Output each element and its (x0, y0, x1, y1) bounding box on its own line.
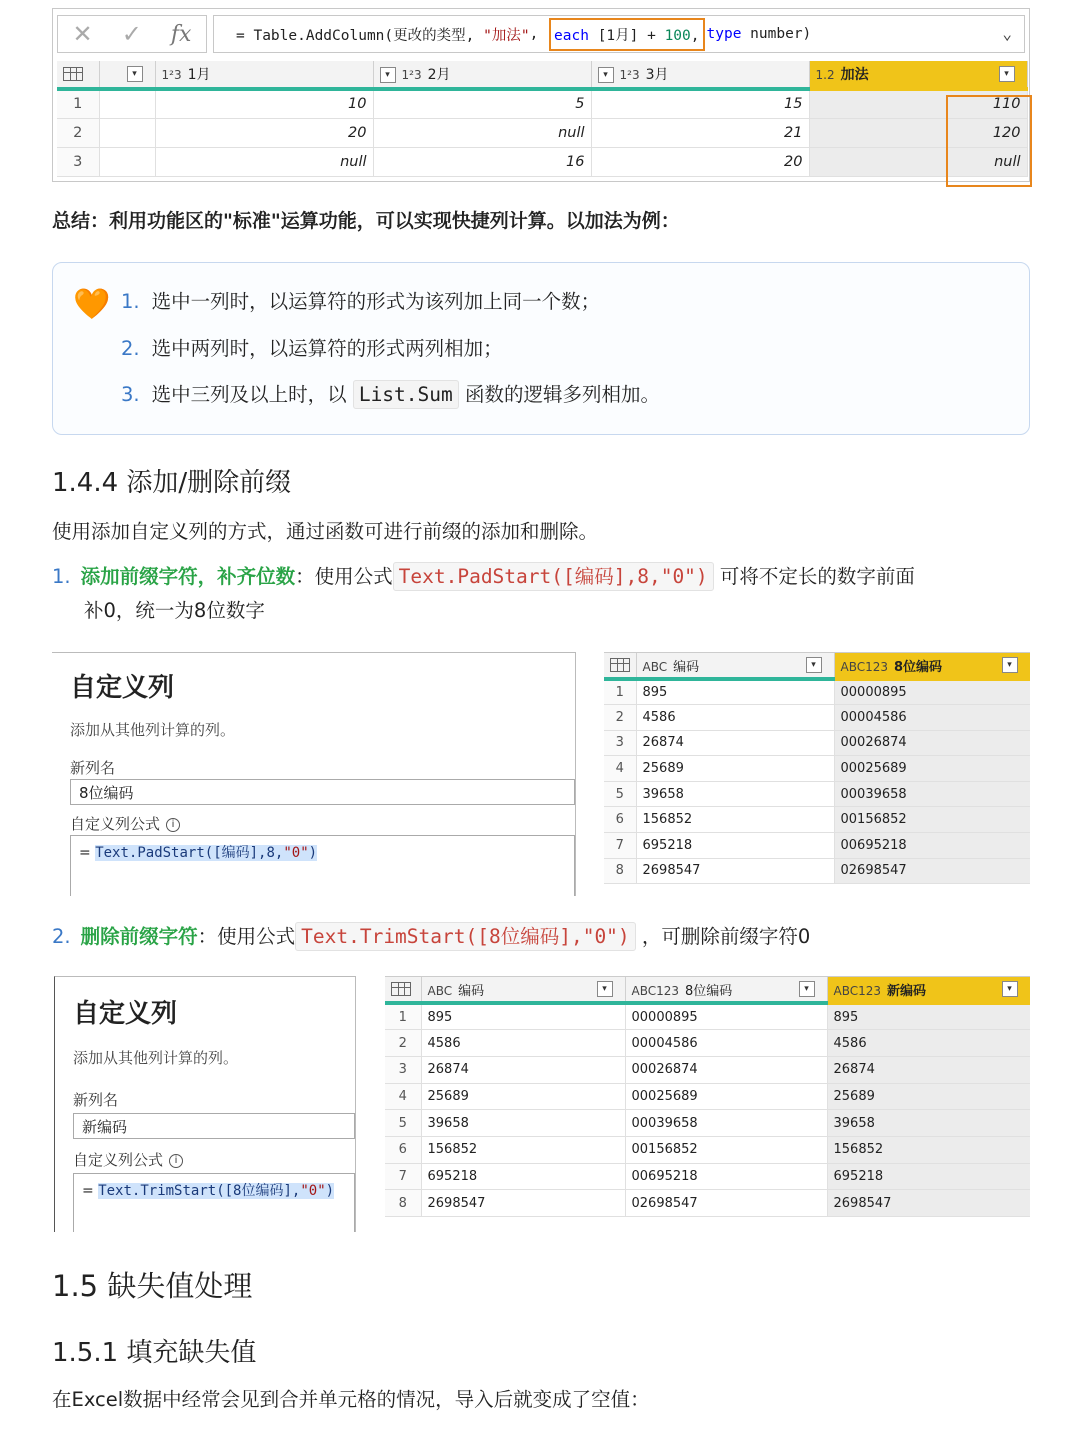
commit-icon[interactable]: ✓ (121, 20, 142, 48)
table-icon (63, 67, 83, 81)
info-icon[interactable]: i (166, 818, 180, 832)
table-cell: 156852 (421, 1136, 625, 1163)
list-number: 2. (52, 925, 71, 948)
formula-expr: [1月] + (588, 27, 665, 44)
row-number: 6 (385, 1136, 421, 1163)
inline-code: Text.TrimStart([8位编码],"0") (295, 922, 636, 951)
table-cell: 00026874 (625, 1056, 827, 1083)
table-cell (99, 147, 155, 176)
list-text-continued: 补0，统一为8位数字 (84, 599, 265, 622)
any-type-icon[interactable]: ABC123 (631, 983, 680, 998)
fx-icon[interactable]: fx (170, 21, 192, 47)
bold-label: 添加前缀字符，补齐位数 (80, 565, 296, 588)
table-row (385, 1163, 1030, 1190)
formula-eq: = (79, 845, 91, 861)
table-row (385, 1056, 1030, 1083)
custom-formula-editor[interactable] (70, 835, 575, 896)
filter-dropdown-icon[interactable]: ▾ (799, 981, 815, 997)
section-heading-1-5: 1.5 缺失值处理 (52, 1269, 253, 1303)
formula-label-text: 自定义列公式 (70, 815, 161, 833)
table-cell: 00004586 (834, 705, 1030, 731)
table-cell: 00026874 (834, 730, 1030, 756)
list-item (121, 285, 660, 332)
table-row (604, 833, 1030, 859)
column-name: 新编码 (887, 983, 927, 999)
table-cell: 39658 (421, 1110, 625, 1137)
formula-comma: , (690, 27, 700, 44)
formula-prefix: = Table.AddColumn(更改的类型, (236, 27, 484, 44)
row-number: 4 (385, 1083, 421, 1110)
formula-number: 100 (664, 27, 691, 44)
table-row (604, 781, 1030, 807)
top-data-grid (57, 61, 1028, 177)
formula-str: "0" (283, 845, 309, 861)
column-header-code[interactable] (421, 977, 625, 1003)
table-cell: 21 (591, 118, 809, 147)
column-header-new-code[interactable] (827, 977, 1030, 1003)
table-cell: null (809, 147, 1027, 176)
table-row (57, 147, 1027, 176)
table-cell: 695218 (636, 833, 834, 859)
list-text: 选中一列时，以运算符的形式为该列加上同一个数； (151, 290, 601, 313)
column-header-4[interactable] (809, 61, 1027, 89)
table-cell: 00695218 (625, 1163, 827, 1190)
filter-dropdown-icon[interactable]: ▾ (999, 66, 1015, 82)
column-name: 8位编码 (894, 659, 943, 675)
filter-dropdown-icon[interactable]: ▾ (1002, 981, 1018, 997)
inline-code: Text.PadStart([编码],8,"0") (393, 562, 714, 591)
table-cell: 695218 (827, 1163, 1030, 1190)
table-cell: 39658 (636, 781, 834, 807)
tip-callout (52, 262, 1030, 435)
table-cell: 156852 (636, 807, 834, 833)
table-row (604, 679, 1030, 705)
table-row (385, 1003, 1030, 1030)
column-header-1[interactable] (155, 61, 373, 89)
filter-dropdown-icon[interactable]: ▾ (597, 981, 613, 997)
table-cell: 4586 (421, 1030, 625, 1057)
custom-column-dialog-2 (54, 976, 356, 1232)
column-name: 2月 (427, 67, 451, 83)
table-cell: 4586 (827, 1030, 1030, 1057)
formula-bar-buttons (57, 15, 207, 53)
table-cell: 25689 (421, 1083, 625, 1110)
filter-dropdown-icon[interactable]: ▾ (598, 67, 614, 83)
formula-label (70, 813, 180, 834)
column-header[interactable] (99, 61, 155, 89)
list-number: 1. (121, 290, 140, 313)
list-number: 1. (52, 565, 71, 588)
table-row (604, 858, 1030, 884)
table-cell: null (155, 147, 373, 176)
formula-type: type (706, 26, 742, 42)
table-cell: 00000895 (625, 1003, 827, 1030)
new-column-name-input[interactable]: 新编码 (73, 1113, 355, 1139)
custom-column-dialog (52, 652, 576, 896)
expand-formula-icon[interactable]: ⌄ (1002, 24, 1012, 43)
table-cell: 16 (373, 147, 591, 176)
row-number: 3 (385, 1056, 421, 1083)
table-row (604, 756, 1030, 782)
table-cell: 00695218 (834, 833, 1030, 859)
row-number: 5 (604, 781, 636, 807)
table-cell: 25689 (636, 756, 834, 782)
row-number: 7 (604, 833, 636, 859)
list-text: ，可删除前缀字符0 (641, 925, 811, 948)
row-number: 4 (604, 756, 636, 782)
list-item (121, 332, 660, 379)
formula-column-name: "加法" (483, 27, 530, 44)
formula-input[interactable] (213, 15, 1025, 53)
formula-label-text: 自定义列公式 (73, 1151, 164, 1169)
table-row (385, 1136, 1030, 1163)
table-cell: 39658 (827, 1110, 1030, 1137)
row-number: 2 (385, 1030, 421, 1057)
summary-text: 总结：利用功能区的"标准"运算功能，可以实现快捷列计算。以加法为例： (52, 210, 680, 232)
row-number: 2 (57, 118, 99, 147)
table-menu[interactable] (604, 653, 636, 679)
table-cell: 20 (591, 147, 809, 176)
column-name: 1月 (187, 67, 211, 83)
table-cell: 156852 (827, 1136, 1030, 1163)
table-cell: 110 (809, 89, 1027, 118)
result-table-1 (604, 653, 1030, 884)
dialog-title: 自定义列 (73, 999, 178, 1029)
table-row (604, 807, 1030, 833)
list-item-remove-prefix (52, 920, 1032, 954)
table-cell: 2698547 (636, 858, 834, 884)
list-number: 2. (121, 336, 140, 360)
column-header-2[interactable] (373, 61, 591, 89)
list-text: 选中两列时，以运算符的形式两列相加； (151, 336, 503, 360)
text-type-icon[interactable]: ABC (642, 659, 668, 674)
formula-eq: = (82, 1183, 94, 1199)
column-name: 编码 (458, 983, 485, 999)
table-cell: 2698547 (827, 1190, 1030, 1217)
column-header-8digit[interactable] (625, 977, 827, 1003)
list-text: ：使用公式 (295, 565, 393, 588)
row-number: 7 (385, 1163, 421, 1190)
table-row (57, 118, 1027, 147)
table-cell: 00025689 (625, 1083, 827, 1110)
section-heading-1-4-4: 1.4.4 添加/删除前缀 (52, 468, 292, 498)
table-cell: 26874 (636, 730, 834, 756)
table-menu[interactable] (385, 977, 421, 1003)
callout-list (121, 285, 660, 425)
table-cell: 4586 (636, 705, 834, 731)
any-type-icon[interactable]: ABC123 (833, 983, 882, 998)
formula-str: "0" (300, 1183, 326, 1199)
table-cell: 10 (155, 89, 373, 118)
new-column-name-input[interactable]: 8位编码 (70, 779, 575, 805)
filter-dropdown-icon[interactable]: ▾ (380, 67, 396, 83)
table-cell: 895 (421, 1003, 625, 1030)
table-cell: 26874 (421, 1056, 625, 1083)
formula-suffix: number) (741, 26, 812, 42)
new-column-name-label: 新列名 (73, 1091, 119, 1109)
column-header-3[interactable] (591, 61, 809, 89)
table-row (385, 1190, 1030, 1217)
row-number: 8 (604, 858, 636, 884)
table-cell: 02698547 (625, 1190, 827, 1217)
row-number: 1 (57, 89, 99, 118)
section-intro: 使用添加自定义列的方式，通过函数可进行前缀的添加和删除。 (52, 520, 599, 543)
dialog-description: 添加从其他列计算的列。 (70, 721, 236, 739)
number-type-icon[interactable]: 1²3 (401, 68, 422, 82)
row-number: 5 (385, 1110, 421, 1137)
table-row (604, 705, 1030, 731)
filter-dropdown-icon[interactable]: ▾ (1002, 657, 1018, 673)
table-cell: 00039658 (625, 1110, 827, 1137)
row-number: 2 (604, 705, 636, 731)
list-number: 3. (121, 383, 140, 406)
table-cell: 120 (809, 118, 1027, 147)
table-cell: 20 (155, 118, 373, 147)
column-header-code[interactable] (636, 653, 834, 679)
table-cell (99, 118, 155, 147)
result-table-2 (385, 977, 1030, 1217)
table-cell: 00156852 (834, 807, 1030, 833)
table-cell: 25689 (827, 1083, 1030, 1110)
row-number: 6 (604, 807, 636, 833)
formula-end: ) (308, 845, 318, 861)
custom-formula-editor[interactable] (73, 1173, 355, 1232)
table-cell (99, 89, 155, 118)
number-type-icon[interactable]: 1²3 (161, 68, 182, 82)
table-cell: 5 (373, 89, 591, 118)
table-cell: 00025689 (834, 756, 1030, 782)
table-cell: 26874 (827, 1056, 1030, 1083)
row-number: 1 (385, 1003, 421, 1030)
table-icon (610, 658, 630, 672)
new-column-name-label: 新列名 (70, 759, 116, 777)
orange-heart-icon: 🧡 (73, 287, 111, 322)
table-menu[interactable] (57, 61, 99, 89)
section-heading-1-5-1: 1.5.1 填充缺失值 (52, 1338, 257, 1368)
table-row (57, 89, 1027, 118)
filter-dropdown-icon[interactable]: ▾ (806, 657, 822, 673)
table-row (604, 730, 1030, 756)
table-row (385, 1110, 1030, 1137)
row-number: 1 (604, 679, 636, 705)
table-cell: 02698547 (834, 858, 1030, 884)
row-number: 8 (385, 1190, 421, 1217)
result-grid-1 (604, 652, 1030, 896)
table-cell: 00156852 (625, 1136, 827, 1163)
row-number: 3 (57, 147, 99, 176)
decimal-type-icon[interactable]: 1.2 (815, 68, 835, 82)
pq-formula-screenshot (52, 8, 1030, 182)
filter-dropdown-icon[interactable]: ▾ (127, 66, 143, 82)
result-grid-2 (385, 976, 1030, 1232)
column-name: 编码 (673, 659, 700, 675)
list-text: ：使用公式 (197, 925, 296, 948)
formula-sep: , (529, 26, 548, 42)
row-number: 3 (604, 730, 636, 756)
formula-fn: Text.PadStart([编码],8, (95, 845, 284, 861)
table-icon (391, 982, 411, 996)
cancel-icon[interactable]: ✕ (72, 20, 93, 48)
table-cell: 895 (827, 1003, 1030, 1030)
list-text: 函数的逻辑多列相加。 (464, 383, 660, 406)
list-item (121, 378, 660, 425)
dialog-title: 自定义列 (70, 673, 175, 703)
section-paragraph: 在Excel数据中经常会见到合并单元格的情况，导入后就变成了空值： (52, 1388, 650, 1411)
formula-fn: Text.TrimStart([8位编码], (98, 1183, 301, 1199)
column-name: 加法 (840, 67, 869, 83)
column-header-8digit[interactable] (834, 653, 1030, 679)
table-cell: 00000895 (834, 679, 1030, 705)
list-text: 选中三列及以上时，以 (151, 383, 347, 406)
list-text: 可将不定长的数字前面 (719, 565, 915, 588)
table-cell: 2698547 (421, 1190, 625, 1217)
table-cell: 00004586 (625, 1030, 827, 1057)
formula-highlight (549, 18, 704, 51)
column-name: 3月 (645, 67, 669, 83)
number-type-icon[interactable]: 1²3 (619, 68, 640, 82)
dialog-description: 添加从其他列计算的列。 (73, 1049, 239, 1067)
table-cell: 15 (591, 89, 809, 118)
table-cell: null (373, 118, 591, 147)
table-cell: 895 (636, 679, 834, 705)
table-row (385, 1083, 1030, 1110)
table-cell: 00039658 (834, 781, 1030, 807)
formula-selection (98, 1183, 334, 1199)
formula-selection (95, 845, 317, 861)
text-type-icon[interactable]: ABC (427, 983, 453, 998)
formula-each: each (554, 27, 589, 44)
table-cell: 695218 (421, 1163, 625, 1190)
column-name: 8位编码 (685, 983, 733, 999)
bold-label: 删除前缀字符 (80, 925, 198, 948)
formula-end: ) (325, 1183, 335, 1199)
formula-bar (57, 15, 1025, 55)
any-type-icon[interactable]: ABC123 (840, 659, 889, 674)
inline-code: List.Sum (353, 380, 459, 409)
formula-label (73, 1149, 183, 1170)
table-row (385, 1030, 1030, 1057)
info-icon[interactable]: i (169, 1154, 183, 1168)
list-item-add-prefix (52, 560, 1032, 628)
